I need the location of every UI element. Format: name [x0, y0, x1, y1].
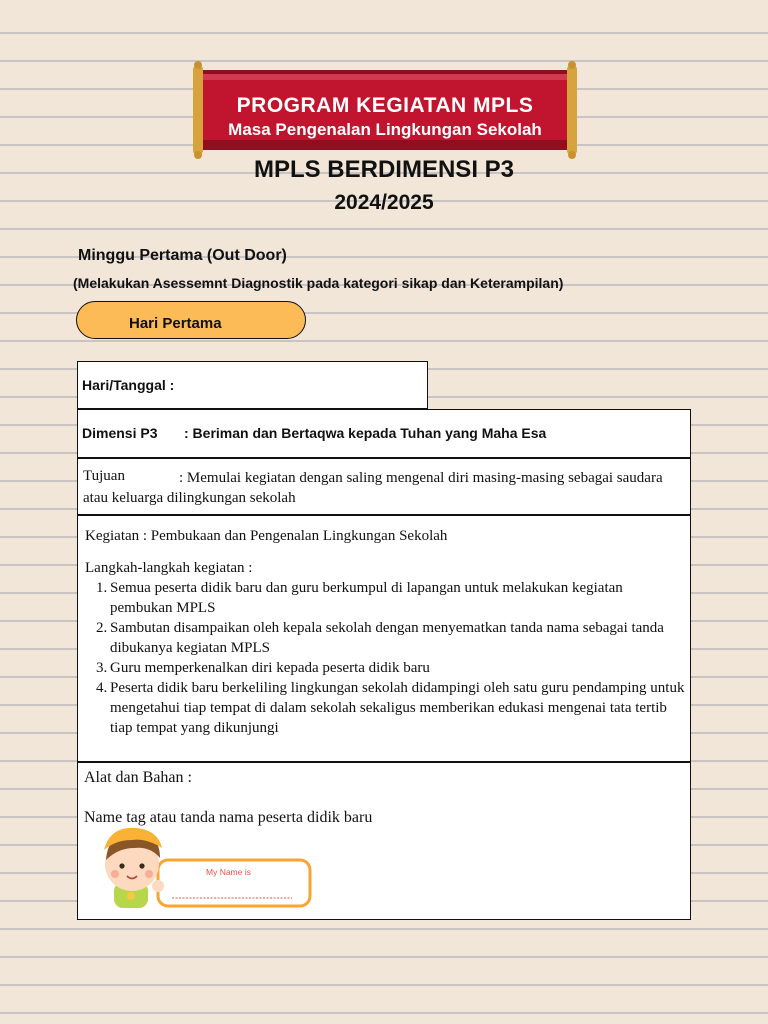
- date-label: Hari/Tanggal :: [82, 377, 175, 393]
- activity-title: Kegiatan : Pembukaan dan Pengenalan Lingkungan Sekolah: [85, 528, 448, 544]
- dimension-value: : Beriman dan Bertaqwa kepada Tuhan yang Maha Esa: [184, 425, 547, 441]
- step-number: 3.: [96, 660, 108, 676]
- dimension-label: Dimensi P3: [82, 425, 158, 441]
- step-number: 1.: [96, 580, 108, 596]
- activity-row: [77, 515, 691, 762]
- list-item: [85, 678, 687, 738]
- steps-list: [85, 578, 687, 738]
- week-title: Minggu Pertama (Out Door): [78, 247, 287, 264]
- tools-value: Name tag atau tanda nama peserta didik baru: [84, 809, 373, 826]
- step-text: Peserta didik baru berkeliling lingkungan sekolah didampingi oleh satu guru pendamping untuk mengetahui tiap tempat di dalam sekolah sekaligus memberikan edukasi mengenai tata tertib tiap tempat yang dikunjungi: [110, 680, 685, 736]
- goal-row: [77, 458, 691, 515]
- banner-subtitle: Masa Pengenalan Lingkungan Sekolah: [228, 120, 542, 139]
- steps-heading: Langkah-langkah kegiatan :: [85, 560, 253, 576]
- step-text: Sambutan disampaikan oleh kepala sekolah dengan menyematkan tanda nama sebagai tanda dibukanya kegiatan MPLS: [110, 620, 664, 656]
- title-banner: [190, 60, 580, 160]
- step-text: Semua peserta didik baru dan guru berkumpul di lapangan untuk melakukan kegiatan pembukan MPLS: [110, 580, 623, 616]
- banner-title: PROGRAM KEGIATAN MPLS: [236, 94, 534, 117]
- goal-label: Tujuan: [83, 468, 125, 484]
- week-note: (Melakukan Asessemnt Diagnostik pada kategori sikap dan Keterampilan): [73, 275, 564, 291]
- tools-label: Alat dan Bahan :: [84, 769, 192, 786]
- day-badge-label: Hari Pertama: [129, 315, 222, 332]
- page-title: MPLS BERDIMENSI P3: [253, 156, 515, 183]
- step-text: Guru memperkenalkan diri kepada peserta didik baru: [110, 660, 430, 676]
- step-number: 2.: [96, 620, 108, 636]
- dimension-row: [77, 409, 691, 458]
- day-badge: [76, 301, 306, 339]
- goal-value: : Memulai kegiatan dengan saling mengenal diri masing-masing sebagai saudara atau keluarga dilingkungan sekolah: [83, 470, 663, 506]
- list-item: [85, 618, 687, 658]
- name-tag-label: My Name is: [206, 867, 251, 877]
- list-item: [85, 658, 687, 678]
- school-year: 2024/2025: [334, 191, 434, 214]
- name-tag-illustration: [100, 826, 315, 914]
- date-row: [77, 361, 428, 409]
- list-item: [85, 578, 687, 618]
- step-number: 4.: [96, 680, 108, 696]
